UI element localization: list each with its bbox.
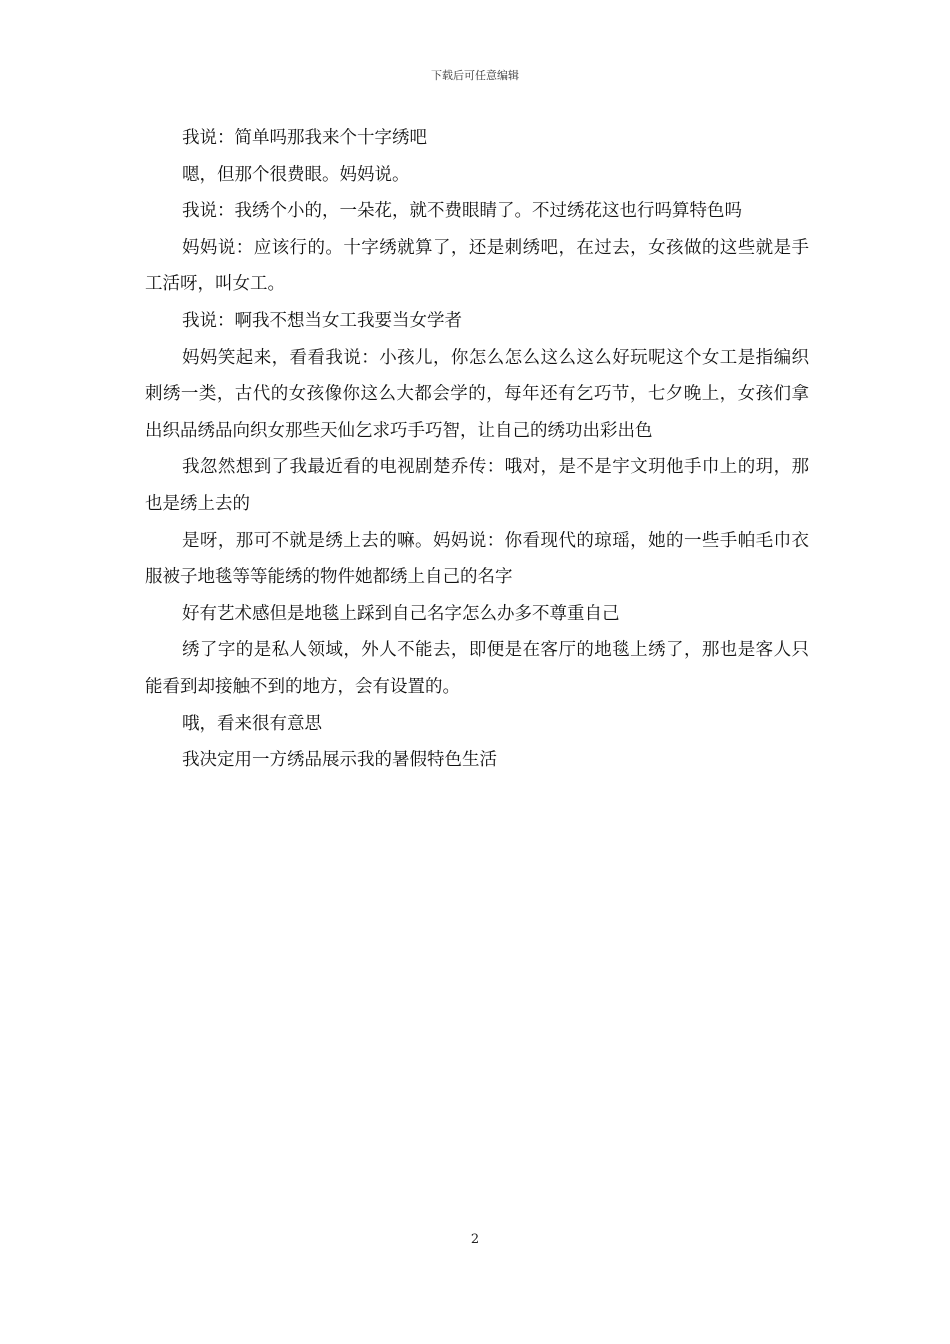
paragraph-6: 妈妈笑起来，看看我说：小孩儿，你怎么怎么这么这么好玩呢这个女工是指编织刺绣一类，古代的女孩像你这么大都会学的，每年还有乞巧节，七夕晚上，女孩们拿出织品绣品向织女那些天仙乞求巧手巧智，让自己的绣功出彩出色 — [145, 347, 809, 441]
document-body — [145, 120, 809, 779]
paragraph-1: 我说：简单吗那我来个十字绣吧 — [182, 128, 427, 148]
paragraph-7: 我忽然想到了我最近看的电视剧楚乔传：哦对，是不是宇文玥他手巾上的玥，那也是绣上去的 — [145, 457, 809, 514]
paragraph-12: 我决定用一方绣品展示我的暑假特色生活 — [182, 750, 497, 771]
paragraph-3: 我说：我绣个小的，一朵花，就不费眼睛了。不过绣花这也行吗算特色吗 — [182, 201, 742, 222]
paragraph-10: 绣了字的是私人领域，外人不能去，即便是在客厅的地毯上绣了，那也是客人只能看到却接触不到的地方，会有设置的。 — [145, 640, 809, 697]
paragraph-9: 好有艺术感但是地毯上踩到自己名字怎么办多不尊重自己 — [182, 603, 620, 624]
paragraph-8: 是呀，那可不就是绣上去的嘛。妈妈说：你看现代的琼瑶，她的一些手帕毛巾衣服被子地毯等等能绣的物件她都绣上自己的名字 — [145, 530, 809, 588]
page-number: 2 — [470, 1232, 480, 1247]
paragraph-11: 哦，看来很有意思 — [182, 713, 322, 734]
paragraph-2: 嗯，但那个很费眼。妈妈说。 — [182, 164, 410, 185]
paragraph-5: 我说：啊我不想当女工我要当女学者 — [182, 310, 462, 331]
paragraph-4: 妈妈说：应该行的。十字绣就算了，还是刺绣吧，在过去，女孩做的这些就是手工活呀，叫女工。 — [145, 237, 809, 295]
page-header: 下载后可任意编辑 — [431, 69, 519, 82]
